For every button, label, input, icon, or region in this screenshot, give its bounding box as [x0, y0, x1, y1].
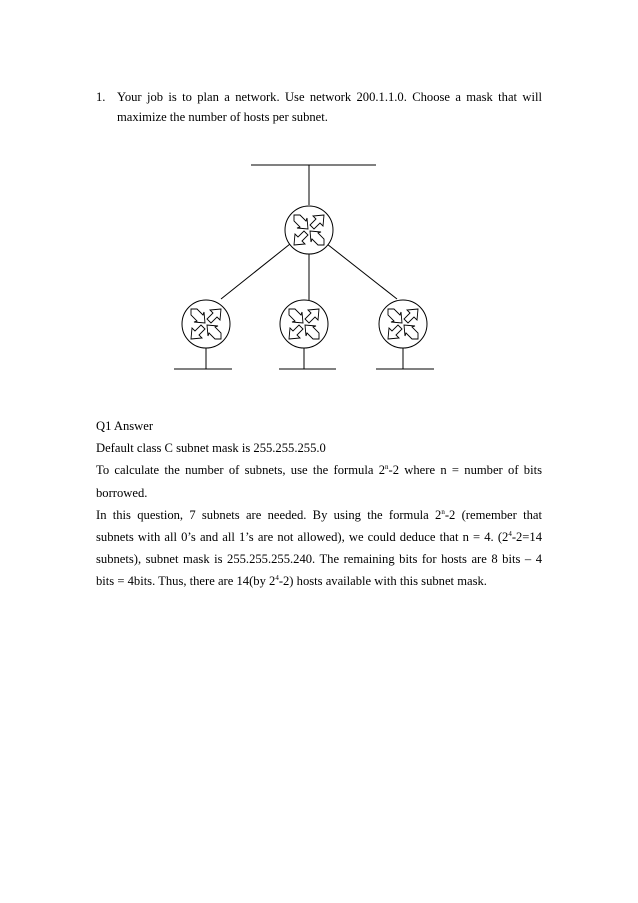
answer-paragraph-line-2 — [96, 526, 542, 548]
text-run: -2) hosts available with this subnet mask. — [278, 574, 487, 589]
text-run: -2=14 — [511, 530, 542, 545]
superscript: 4 — [275, 574, 279, 583]
text-run: In this question, 7 subnets are needed. By using the formula 2 — [96, 507, 442, 522]
answer-paragraph-line-1 — [96, 504, 542, 526]
router-left — [182, 300, 230, 348]
router-top — [285, 206, 333, 254]
answer-formula-line — [96, 459, 542, 481]
answer-section — [96, 415, 542, 593]
superscript: 4 — [508, 530, 512, 539]
answer-paragraph-line-3: subnets), subnet mask is 255.255.255.240. The remaining bits for hosts are 8 bits – 4 — [96, 552, 542, 567]
question-number: 1. — [96, 90, 106, 104]
question-line-2: maximize the number of hosts per subnet. — [117, 110, 328, 124]
router-right — [379, 300, 427, 348]
superscript: n — [441, 507, 445, 516]
question-line-1: Your job is to plan a network. Use network 200.1.1.0. Choose a mask that will — [117, 90, 542, 104]
answer-formula-line-end: borrowed. — [96, 485, 148, 500]
superscript: n — [385, 463, 389, 472]
answer-heading: Q1 Answer — [96, 419, 154, 433]
text-run: -2 (remember that — [444, 507, 542, 522]
link-top-right — [327, 244, 397, 299]
text-run: To calculate the number of subnets, use the formula 2 — [96, 463, 385, 478]
router-middle — [280, 300, 328, 348]
answer-default-mask: Default class C subnet mask is 255.255.255.0 — [96, 441, 326, 456]
text-run: -2 where n = number of bits — [388, 463, 542, 478]
text-run: subnets with all 0’s and all 1’s are not allowed), we could deduce that n = 4. (2 — [96, 530, 509, 545]
answer-paragraph-line-4 — [96, 570, 542, 592]
link-top-left — [221, 244, 290, 299]
text-run: bits = 4bits. Thus, there are 14(by 2 — [96, 574, 276, 589]
